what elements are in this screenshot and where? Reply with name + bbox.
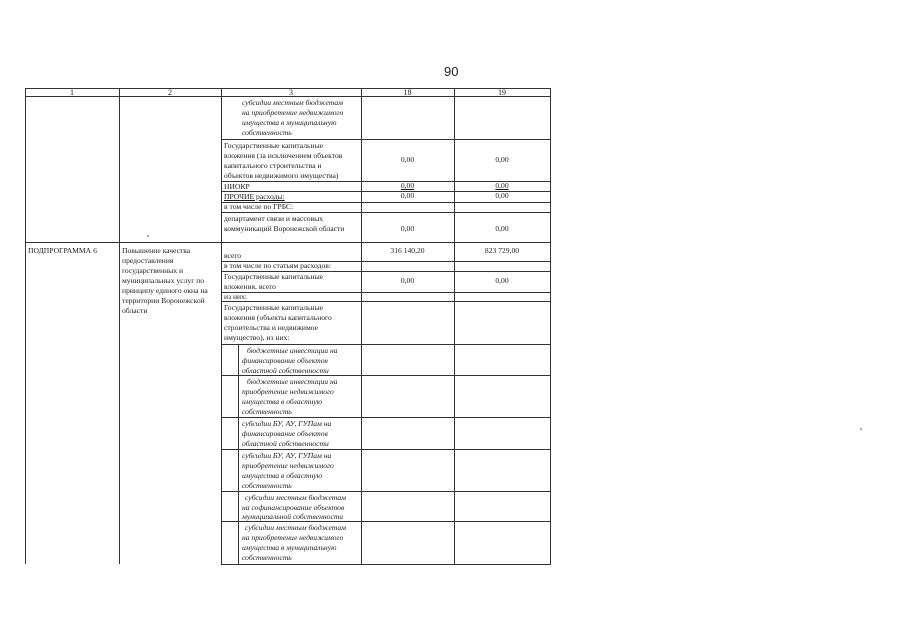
table-border-left-lower: [25, 242, 26, 564]
cell-value: 0,00: [495, 181, 509, 190]
cell-text: коммуникаций Воронежской области: [224, 224, 345, 233]
cell-text: собственность: [242, 553, 292, 562]
cell-text: Государственные капитальные: [224, 303, 324, 312]
scan-speck: [860, 428, 862, 430]
cell-text: финансирование объектов: [242, 356, 328, 365]
cell-text: имущества в областную: [242, 397, 323, 406]
cell-value: 0,00: [400, 224, 415, 233]
cell-value: 0,00: [495, 191, 509, 200]
cell-text: муниципальных услуг по: [122, 276, 205, 285]
cell-text: приобретение недвижимого: [242, 461, 334, 470]
cell-text: ПРОЧИЕ расходы:: [224, 192, 285, 201]
cell-text: субсидии местным бюджетам: [245, 523, 347, 532]
cell-text: вложения (объекты капитального: [224, 313, 332, 322]
cell-text: на софинансирование объектов: [242, 503, 345, 512]
cell-text: области: [122, 306, 148, 315]
cell-text: на приобретение недвижимого: [242, 533, 344, 542]
cell-text: собственность: [242, 128, 292, 137]
column-header-3: 3: [289, 88, 293, 97]
cell-text: бюджетные инвестиции на: [247, 377, 338, 386]
cell-value: 823 729,00: [484, 246, 520, 255]
column-header-19: 19: [498, 88, 506, 97]
cell-text: Государственные капитальные: [224, 272, 324, 281]
indent-divider: [238, 344, 239, 564]
cell-value: 316 140,20: [390, 246, 425, 255]
row-divider: [221, 301, 551, 302]
table-border-left: [25, 88, 26, 242]
cell-text: субсидии БУ, АУ, ГУПам на: [242, 419, 332, 428]
column-header-18: 18: [403, 88, 412, 97]
cell-value: 0,00: [400, 276, 415, 285]
cell-text: всего: [224, 251, 242, 260]
cell-text: имущества в муниципальную: [242, 118, 337, 127]
cell-text: из них:: [224, 292, 247, 301]
cell-text: субсидии местным бюджетам: [242, 98, 344, 107]
cell-text: приобретение недвижимого: [242, 387, 334, 396]
cell-value: 0,00: [495, 155, 509, 164]
cell-text: собственность: [242, 407, 292, 416]
cell-text: субсидии местным бюджетам: [245, 493, 347, 502]
cell-text: капитального строительства и: [224, 161, 322, 170]
page-number: 90: [444, 64, 459, 79]
column-divider-2-3: [221, 88, 222, 564]
cell-text: принципу единого окна на: [122, 286, 208, 295]
column-header-2: 2: [168, 88, 172, 97]
cell-text: имущество), из них:: [224, 333, 290, 342]
table-border-right: [550, 88, 551, 564]
cell-value: 0,00: [400, 181, 415, 190]
cell-text: Повышение качества: [122, 246, 191, 255]
cell-text: государственных и: [122, 266, 184, 275]
cell-text: вложения (за исключением объектов: [224, 151, 343, 160]
table-bottom-border: [221, 564, 551, 565]
cell-value: 0,00: [400, 155, 415, 164]
cell-text: областной собственности: [242, 366, 329, 375]
cell-text: объектов недвижимого имущества): [224, 171, 339, 180]
column-header-1: 1: [70, 88, 74, 97]
cell-text: предоставления: [122, 256, 174, 265]
subprogram-code: ПОДПРОГРАММА 6: [28, 246, 97, 255]
cell-text: департамент связи и массовых: [224, 214, 324, 223]
row-divider: [221, 139, 551, 140]
cell-text: имущества в муниципальную: [242, 543, 337, 552]
cell-text: Государственные капитальные: [224, 141, 324, 150]
cell-text: собственность: [242, 481, 292, 490]
cell-text: строительства и недвижимое: [224, 323, 319, 332]
subprogram-top-border: [25, 242, 551, 243]
cell-text: вложения, всего: [224, 282, 276, 291]
cell-text: на приобретение недвижимого: [242, 108, 344, 117]
cell-text: субсидии БУ, АУ, ГУПам на: [242, 451, 332, 460]
scan-speck: [147, 235, 149, 237]
cell-text: финансирование объектов: [242, 429, 328, 438]
cell-value: 0,00: [495, 224, 509, 233]
row-divider: [221, 344, 551, 345]
cell-text: областной собственности: [242, 439, 329, 448]
cell-text: в том числе по статьям расходов:: [224, 261, 331, 270]
cell-text: муниципальной собственности: [242, 512, 344, 521]
column-divider-1-2: [119, 88, 120, 564]
cell-text: территории Воронежской: [122, 296, 205, 305]
cell-text: бюджетные инвестиции на: [247, 346, 338, 355]
cell-text: в том числе по ГРБС:: [224, 202, 294, 211]
cell-value: 0,00: [495, 276, 509, 285]
cell-text: НИОКР: [224, 182, 250, 191]
cell-text: имущества в областную: [242, 471, 323, 480]
cell-value: 0,00: [400, 191, 415, 200]
